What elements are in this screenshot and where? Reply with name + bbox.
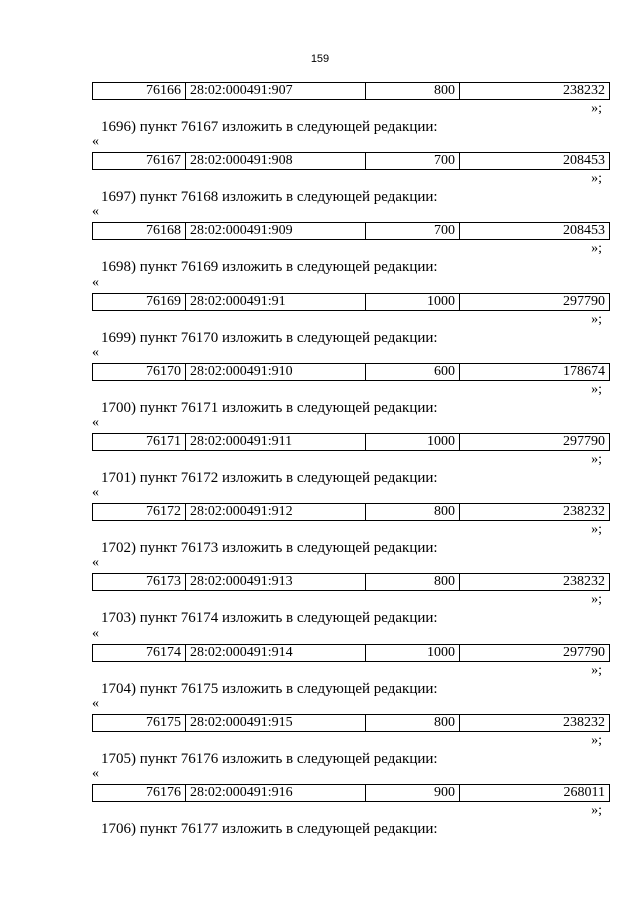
open-quote: « (92, 134, 99, 149)
close-quote: »; (591, 592, 602, 607)
instruction-line: 1696) пункт 76167 изложить в следующей редакции: (101, 119, 438, 135)
cell-cadastral-number: 28:02:000491:911 (186, 434, 366, 451)
close-quote: »; (591, 663, 602, 678)
table-row-cells (93, 223, 610, 240)
table-row-cells (93, 785, 610, 802)
table-row-cells (93, 294, 610, 311)
cell-number: 76167 (93, 153, 186, 170)
cell-area: 600 (366, 364, 460, 381)
table-row-cells (93, 574, 610, 591)
cell-area: 1000 (366, 645, 460, 662)
cell-value: 208453 (460, 223, 610, 240)
table-row-cells (93, 83, 610, 100)
close-quote: »; (591, 803, 602, 818)
cell-cadastral-number: 28:02:000491:91 (186, 294, 366, 311)
cell-number: 76169 (93, 294, 186, 311)
cell-area: 1000 (366, 294, 460, 311)
cell-value: 238232 (460, 83, 610, 100)
cell-number: 76174 (93, 645, 186, 662)
cell-number: 76176 (93, 785, 186, 802)
instruction-line: 1703) пункт 76174 изложить в следующей редакции: (101, 610, 438, 626)
cell-area: 900 (366, 785, 460, 802)
table-row (92, 573, 610, 591)
cell-area: 800 (366, 83, 460, 100)
cell-number: 76168 (93, 223, 186, 240)
close-quote: »; (591, 382, 602, 397)
table-row (92, 293, 610, 311)
close-quote: »; (591, 171, 602, 186)
instruction-line: 1701) пункт 76172 изложить в следующей редакции: (101, 470, 438, 486)
table-row-cells (93, 434, 610, 451)
cell-value: 297790 (460, 294, 610, 311)
instruction-line: 1700) пункт 76171 изложить в следующей редакции: (101, 400, 438, 416)
table-row (92, 714, 610, 732)
instruction-line: 1698) пункт 76169 изложить в следующей редакции: (101, 259, 438, 275)
cell-number: 76171 (93, 434, 186, 451)
cell-cadastral-number: 28:02:000491:910 (186, 364, 366, 381)
cell-area: 800 (366, 574, 460, 591)
close-quote: »; (591, 522, 602, 537)
cell-area: 800 (366, 715, 460, 732)
instruction-line: 1705) пункт 76176 изложить в следующей редакции: (101, 751, 438, 767)
instruction-line: 1697) пункт 76168 изложить в следующей редакции: (101, 189, 438, 205)
cell-area: 800 (366, 504, 460, 521)
cell-number: 76170 (93, 364, 186, 381)
open-quote: « (92, 626, 99, 641)
cell-value: 238232 (460, 574, 610, 591)
open-quote: « (92, 485, 99, 500)
table-row-cells (93, 715, 610, 732)
table-row-cells (93, 153, 610, 170)
open-quote: « (92, 204, 99, 219)
table-row (92, 363, 610, 381)
table-row (92, 433, 610, 451)
cell-value: 297790 (460, 434, 610, 451)
cell-cadastral-number: 28:02:000491:907 (186, 83, 366, 100)
cell-cadastral-number: 28:02:000491:908 (186, 153, 366, 170)
table-row-cells (93, 364, 610, 381)
table-row (92, 82, 610, 100)
cell-cadastral-number: 28:02:000491:913 (186, 574, 366, 591)
instruction-line: 1699) пункт 76170 изложить в следующей редакции: (101, 330, 438, 346)
cell-cadastral-number: 28:02:000491:912 (186, 504, 366, 521)
cell-area: 700 (366, 223, 460, 240)
cell-cadastral-number: 28:02:000491:914 (186, 645, 366, 662)
instruction-line: 1702) пункт 76173 изложить в следующей редакции: (101, 540, 438, 556)
table-row (92, 644, 610, 662)
cell-number: 76173 (93, 574, 186, 591)
cell-value: 268011 (460, 785, 610, 802)
open-quote: « (92, 696, 99, 711)
table-row (92, 222, 610, 240)
table-row-cells (93, 504, 610, 521)
open-quote: « (92, 415, 99, 430)
open-quote: « (92, 275, 99, 290)
table-row (92, 152, 610, 170)
instruction-line: 1706) пункт 76177 изложить в следующей редакции: (101, 821, 438, 837)
cell-cadastral-number: 28:02:000491:909 (186, 223, 366, 240)
cell-value: 297790 (460, 645, 610, 662)
cell-value: 208453 (460, 153, 610, 170)
instruction-line: 1704) пункт 76175 изложить в следующей редакции: (101, 681, 438, 697)
open-quote: « (92, 555, 99, 570)
cell-number: 76172 (93, 504, 186, 521)
close-quote: »; (591, 312, 602, 327)
cell-number: 76175 (93, 715, 186, 732)
cell-value: 238232 (460, 715, 610, 732)
close-quote: »; (591, 733, 602, 748)
close-quote: »; (591, 241, 602, 256)
cell-number: 76166 (93, 83, 186, 100)
cell-cadastral-number: 28:02:000491:916 (186, 785, 366, 802)
open-quote: « (92, 766, 99, 781)
cell-value: 178674 (460, 364, 610, 381)
open-quote: « (92, 345, 99, 360)
table-row (92, 503, 610, 521)
page-number: 159 (310, 53, 330, 65)
close-quote: »; (591, 101, 602, 116)
table-row (92, 784, 610, 802)
cell-area: 700 (366, 153, 460, 170)
cell-cadastral-number: 28:02:000491:915 (186, 715, 366, 732)
table-row-cells (93, 645, 610, 662)
cell-area: 1000 (366, 434, 460, 451)
close-quote: »; (591, 452, 602, 467)
cell-value: 238232 (460, 504, 610, 521)
